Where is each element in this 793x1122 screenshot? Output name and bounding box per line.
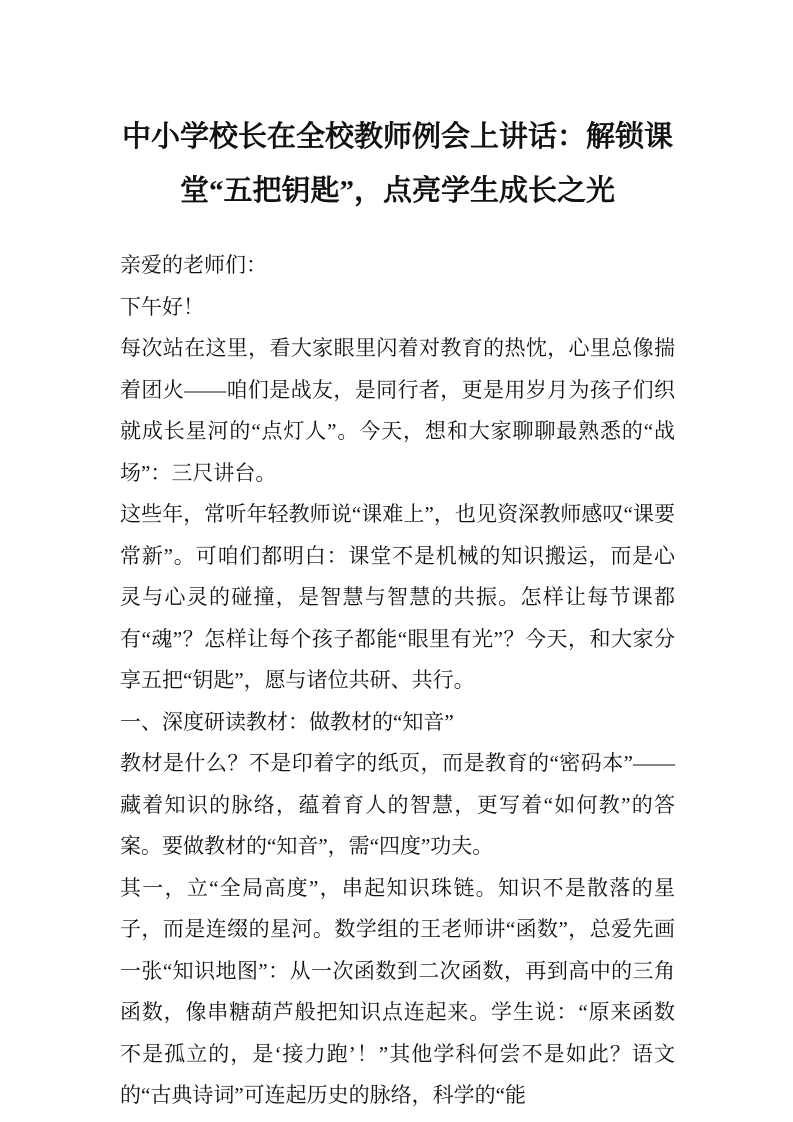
paragraph: 这些年，常听年轻教师说“课难上”，也见资深教师感叹“课要常新”。可咱们都明白：课堂不是机械的知识搬运，而是心灵与心灵的碰撞，是智慧与智慧的共振。怎样让每节课都有“魂”？怎样让每个孩子都能“眼里有光”？今天，和大家分享五把“钥匙”，愿与诸位共研、共行。 [120, 502, 675, 692]
document-body [120, 245, 675, 1117]
paragraph: 亲爱的老师们： [120, 253, 267, 277]
paragraph: 下午好！ [120, 294, 204, 319]
paragraph: 一、深度研读教材：做教材的“知音” [120, 709, 454, 734]
paragraph: 每次站在这里，看大家眼里闪着对教育的热忱，心里总像揣着团火——咱们是战友，是同行者，更是用岁月为孩子们织就成长星河的“点灯人”。今天，想和大家聊聊最熟悉的“战场”：三尺讲台。 [120, 336, 675, 485]
paragraph: 教材是什么？不是印着字的纸页，而是教育的“密码本”——藏着知识的脉络，蕴着育人的智慧，更写着“如何教”的答案。要做教材的“知音”，需“四度”功夫。 [120, 751, 675, 858]
paragraph: 其一，立“全局高度”，串起知识珠链。知识不是散落的星子，而是连缀的星河。数学组的王老师讲“函数”，总爱先画一张“知识地图”：从一次函数到二次函数，再到高中的三角函数，像串糖葫芦般把知识点连起来。学生说：“原来函数不是孤立的，是‘接力跑’！”其他学科何尝不是如此？语文的“古典诗词”可连起历史的脉络，科学的“能 [120, 875, 675, 1107]
document-title: 中小学校长在全校教师例会上讲话：解锁课堂“五把钥匙”，点亮学生成长之光 [121, 121, 673, 207]
